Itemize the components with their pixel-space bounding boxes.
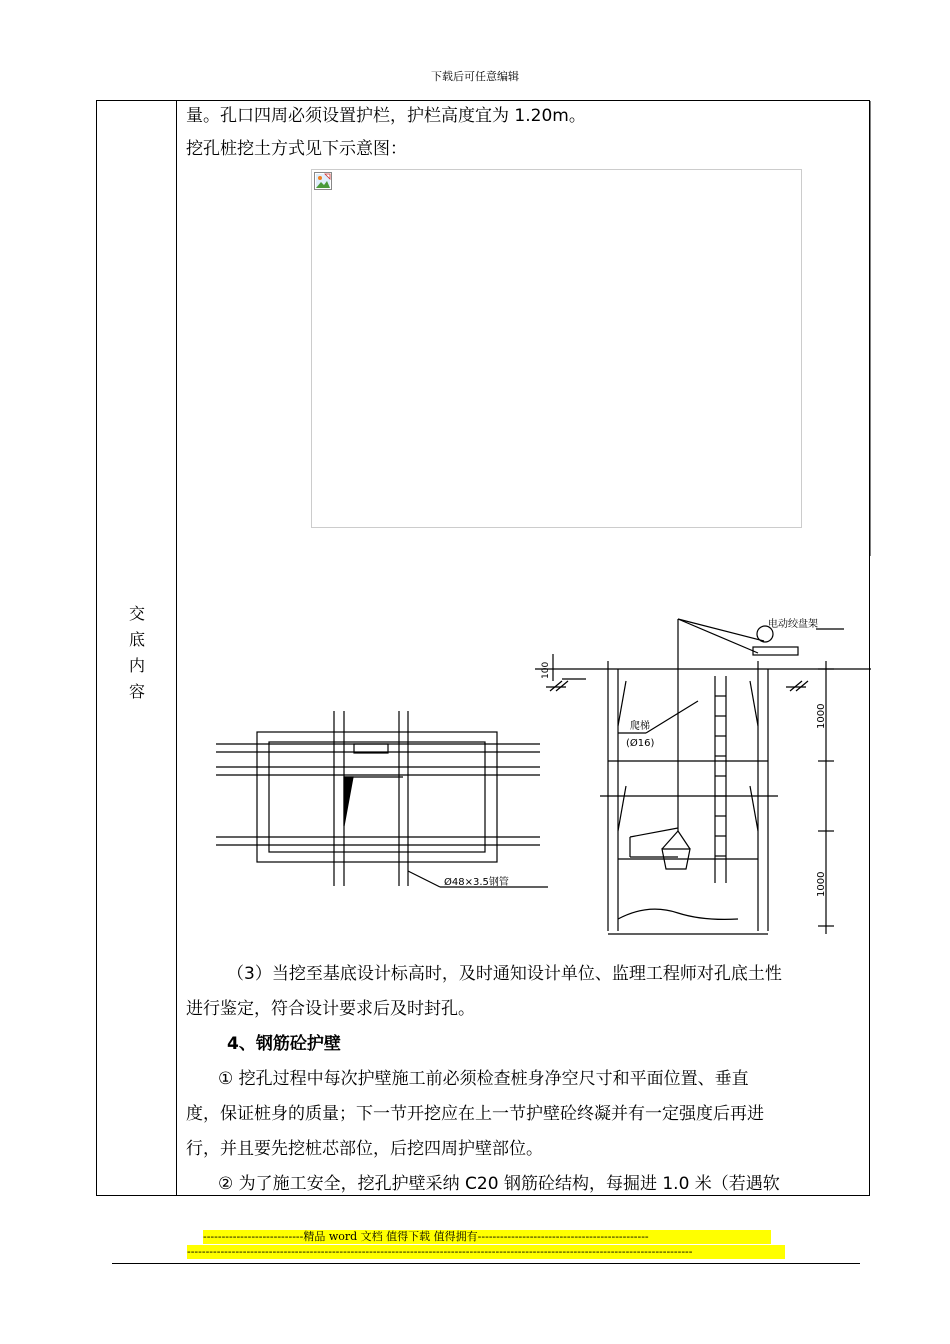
text-line: ① 挖孔过程中每次护壁施工前必须检查桩身净空尺寸和平面位置、垂直 xyxy=(218,1069,749,1089)
text-line: 行，并且要先挖桩芯部位，后挖四周护壁部位。 xyxy=(186,1139,543,1159)
text-line: 度，保证桩身的质量；下一节开挖应在上一节护壁砼终凝并有一定强度后再进 xyxy=(186,1104,764,1124)
dim-1000-b: 1000 xyxy=(816,871,827,897)
footer-banner-line: ---------------------------------------------------------------------------------------------------------------------------------------- xyxy=(187,1245,785,1259)
side-label xyxy=(97,601,177,705)
dim-top: 100 xyxy=(541,661,551,679)
header-note: 下载后可任意编辑 xyxy=(431,70,519,83)
footer-banner: ---------------------------精品 word 文档 值得下载 值得拥有---------------------------------------------- xyxy=(203,1230,771,1244)
text-line: （3）当挖至基底设计标高时，及时通知设计单位、监理工程师对孔底土性 xyxy=(227,964,782,984)
label-column xyxy=(97,101,177,1195)
disclosure-table xyxy=(96,100,870,1196)
footer-rule xyxy=(112,1263,860,1264)
text-line: ② 为了施工安全，挖孔护壁采纳 C20 钢筋砼结构，每掘进 1.0 米（若遇软 xyxy=(218,1174,780,1194)
text-line: 进行鉴定，符合设计要求后及时封孔。 xyxy=(186,999,475,1019)
text-line: 挖孔桩挖土方式见下示意图： xyxy=(186,139,407,159)
side-label-char: 内 xyxy=(128,656,145,675)
side-label-char: 底 xyxy=(128,630,145,649)
pipe-label: Ø48×3.5钢管 xyxy=(444,877,509,888)
plan-view xyxy=(216,711,548,887)
pile-excavation-diagram xyxy=(178,601,871,941)
winch-label: 电动绞盘架 xyxy=(768,619,818,630)
ladder-spec: (Ø16) xyxy=(626,738,655,749)
side-label-char: 容 xyxy=(128,682,145,701)
dim-1000-a: 1000 xyxy=(816,703,827,729)
text-line: 量。孔口四周必须设置护栏，护栏高度宜为 1.20m。 xyxy=(186,106,586,126)
content-cell xyxy=(178,101,869,1195)
ladder-label: 爬梯 xyxy=(630,721,650,732)
section-heading: 4、钢筋砼护壁 xyxy=(227,1034,341,1054)
side-label-char: 交 xyxy=(128,604,145,623)
